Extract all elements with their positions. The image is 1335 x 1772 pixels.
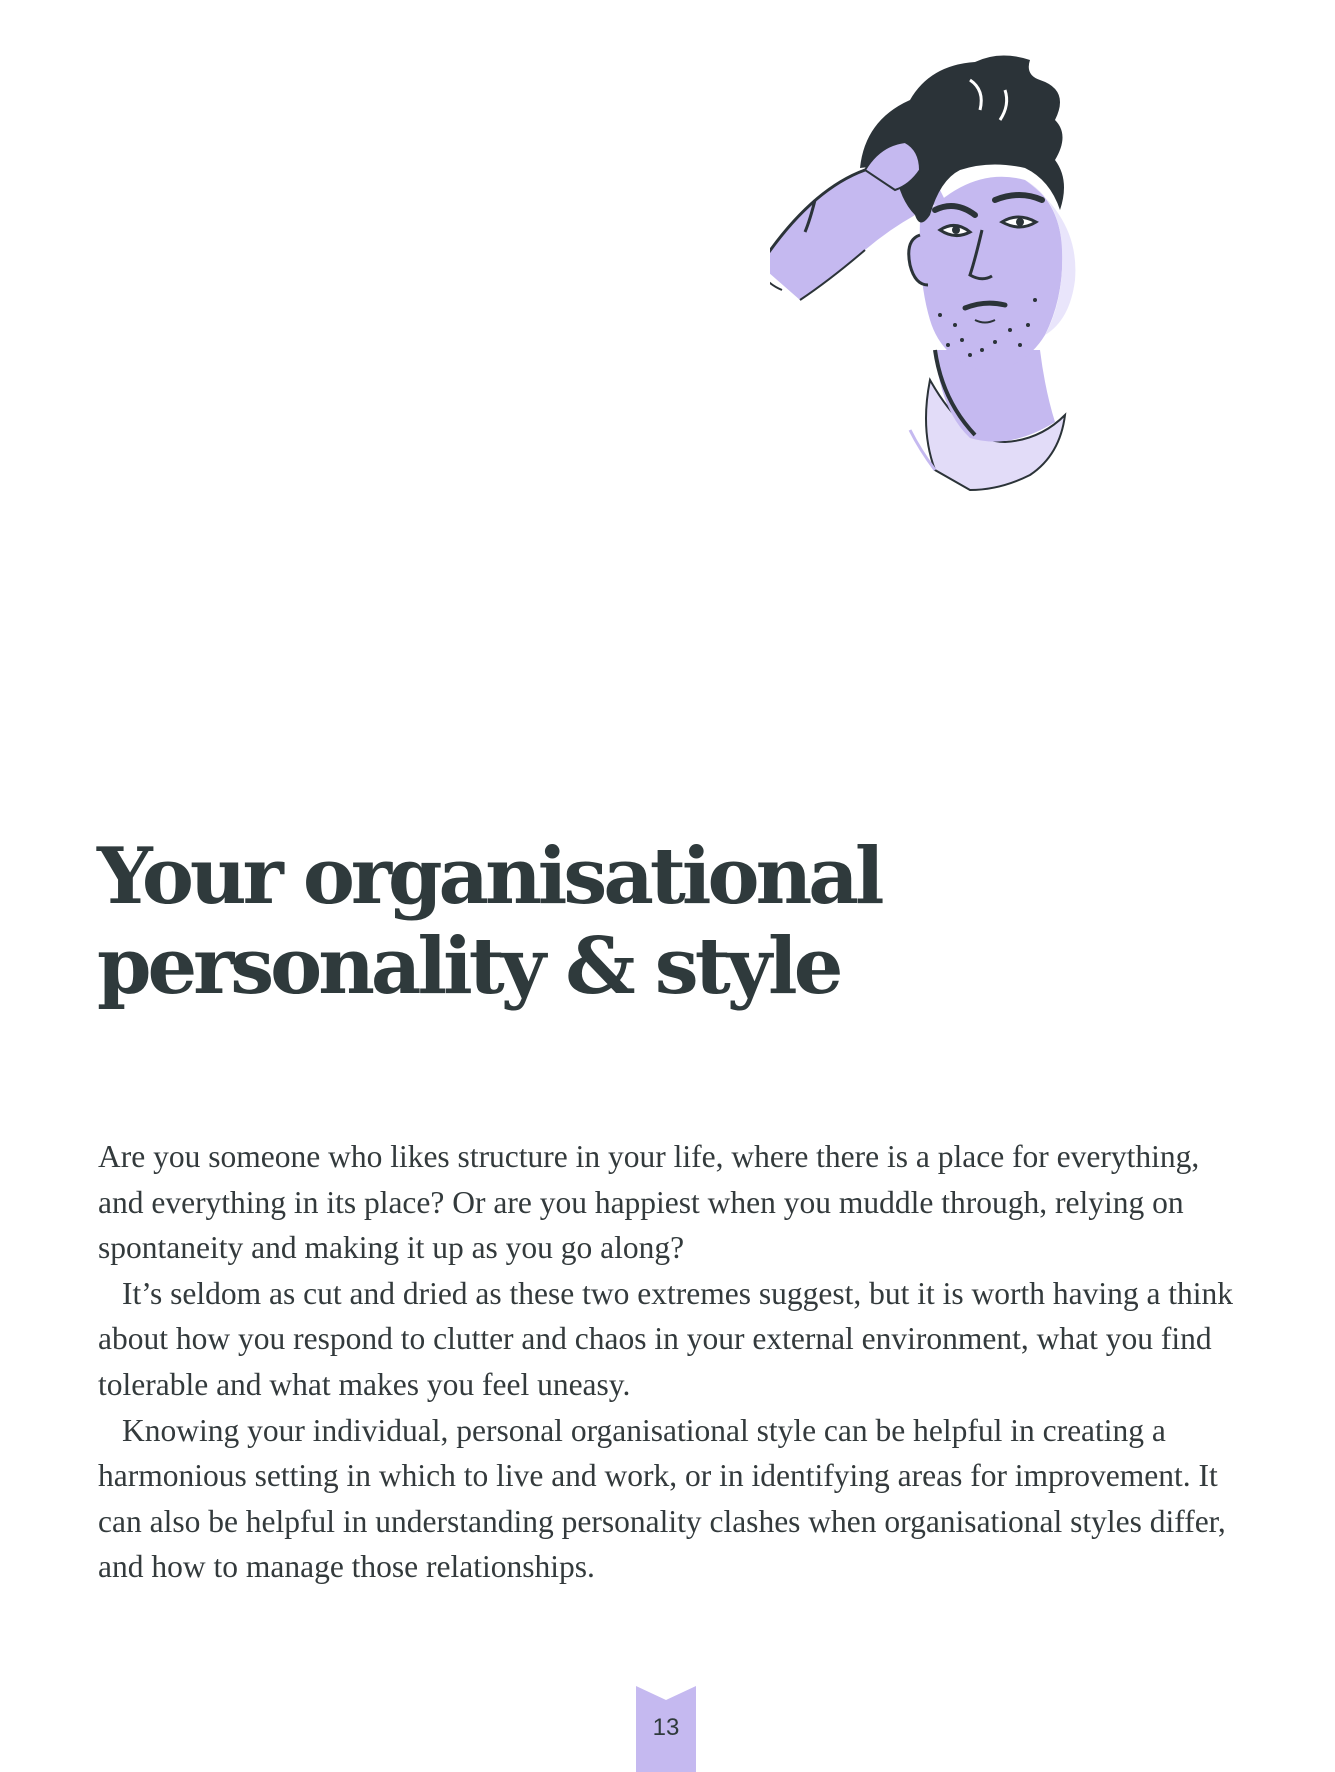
page-title-line-2: personality & style	[97, 921, 840, 1012]
page-number-tab	[636, 1686, 696, 1772]
paragraph-2: It’s seldom as cut and dried as these two extremes suggest, but it is worth having a think about how you respond to clutter and chaos in your external environment, what you find tolerable and what makes you feel uneasy.	[98, 1275, 1234, 1402]
body-text	[98, 1134, 1238, 1590]
paragraph-3: Knowing your individual, personal organisational style can be helpful in creating a harmonious setting in which to live and work, or in identifying areas for improvement. It can also be helpful in understanding personality clashes when organisational styles differ, and how to manage those relationships.	[98, 1412, 1226, 1585]
page-title	[97, 832, 880, 1012]
tab-notch-icon	[636, 1686, 696, 1700]
man-scratching-head-icon	[770, 50, 1190, 510]
page-number: 13	[652, 1714, 680, 1741]
paragraph-1: Are you someone who likes structure in your life, where there is a place for everything, and everything in its place? Or are you happiest when you muddle through, relying on spontaneity and making it up as you go along?	[98, 1139, 1200, 1266]
page-title-line-1: Your organisational	[97, 831, 881, 922]
